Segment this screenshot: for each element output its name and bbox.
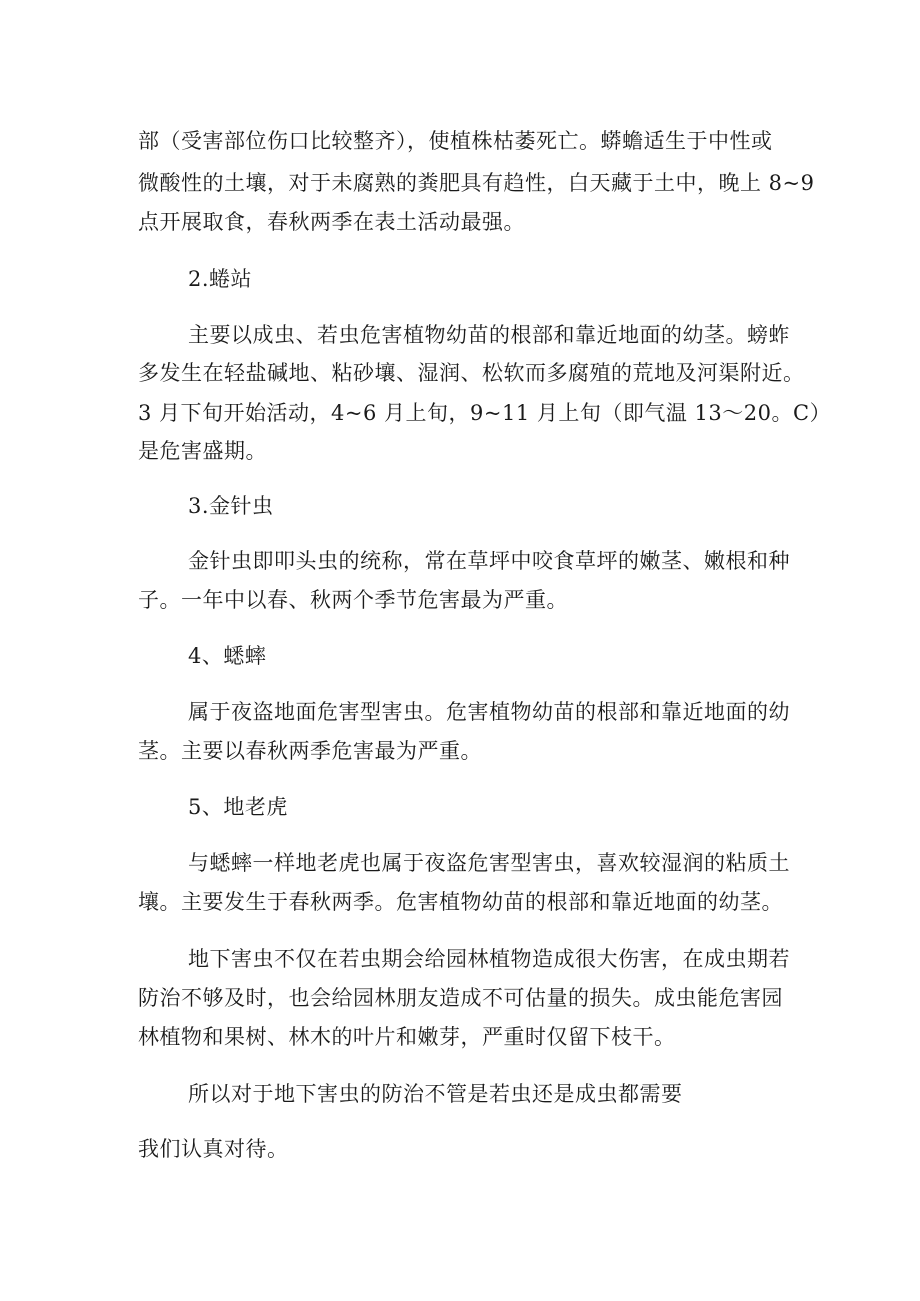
text-line: 3 月下旬开始活动，4~6 月上旬，9~11 月上旬（即气温 13～20。C） xyxy=(138,401,832,425)
text-line: 微酸性的土壤，对于未腐熟的粪肥具有趋性，白天藏于土中，晚上 8~9 xyxy=(138,171,815,195)
text-line: 多发生在轻盐碱地、粘砂壤、湿润、松软而多腐殖的荒地及河渠附近。 xyxy=(138,361,805,385)
section-heading-2: 2.蜷站 xyxy=(188,267,253,291)
text-line: 我们认真对待。 xyxy=(138,1137,289,1161)
section-heading-4: 4、蟋蟀 xyxy=(188,644,267,668)
text-line: 主要以成虫、若虫危害植物幼苗的根部和靠近地面的幼茎。螃蚱 xyxy=(188,323,790,347)
section-heading-5: 5、地老虎 xyxy=(188,795,288,819)
text-line: 属于夜盗地面危害型害虫。危害植物幼苗的根部和靠近地面的幼 xyxy=(188,700,790,724)
text-line: 地下害虫不仅在若虫期会给园林植物造成很大伤害，在成虫期若 xyxy=(188,947,790,971)
text-line: 金针虫即叩头虫的统称，常在草坪中咬食草坪的嫩茎、嫩根和种 xyxy=(188,549,790,573)
text-line: 防治不够及时，也会给园林朋友造成不可估量的损失。成虫能危害园 xyxy=(138,986,783,1010)
text-line: 部（受害部位伤口比较整齐），使植株枯萎死亡。蟒蟾适生于中性或 xyxy=(138,129,773,153)
text-line: 与蟋蟀一样地老虎也属于夜盗危害型害虫，喜欢较湿润的粘质土 xyxy=(188,851,790,875)
text-line: 点开展取食，春秋两季在表土活动最强。 xyxy=(138,210,525,234)
text-line: 是危害盛期。 xyxy=(138,439,267,463)
text-line: 子。一年中以春、秋两个季节危害最为严重。 xyxy=(138,588,568,612)
text-line: 茎。主要以春秋两季危害最为严重。 xyxy=(138,739,482,763)
section-heading-3: 3.金针虫 xyxy=(188,494,274,518)
text-line: 壤。主要发生于春秋两季。危害植物幼苗的根部和靠近地面的幼茎。 xyxy=(138,890,783,914)
text-line: 林植物和果树、林木的叶片和嫩芽，严重时仅留下枝干。 xyxy=(138,1025,676,1049)
text-line: 所以对于地下害虫的防治不管是若虫还是成虫都需要 xyxy=(188,1082,683,1106)
